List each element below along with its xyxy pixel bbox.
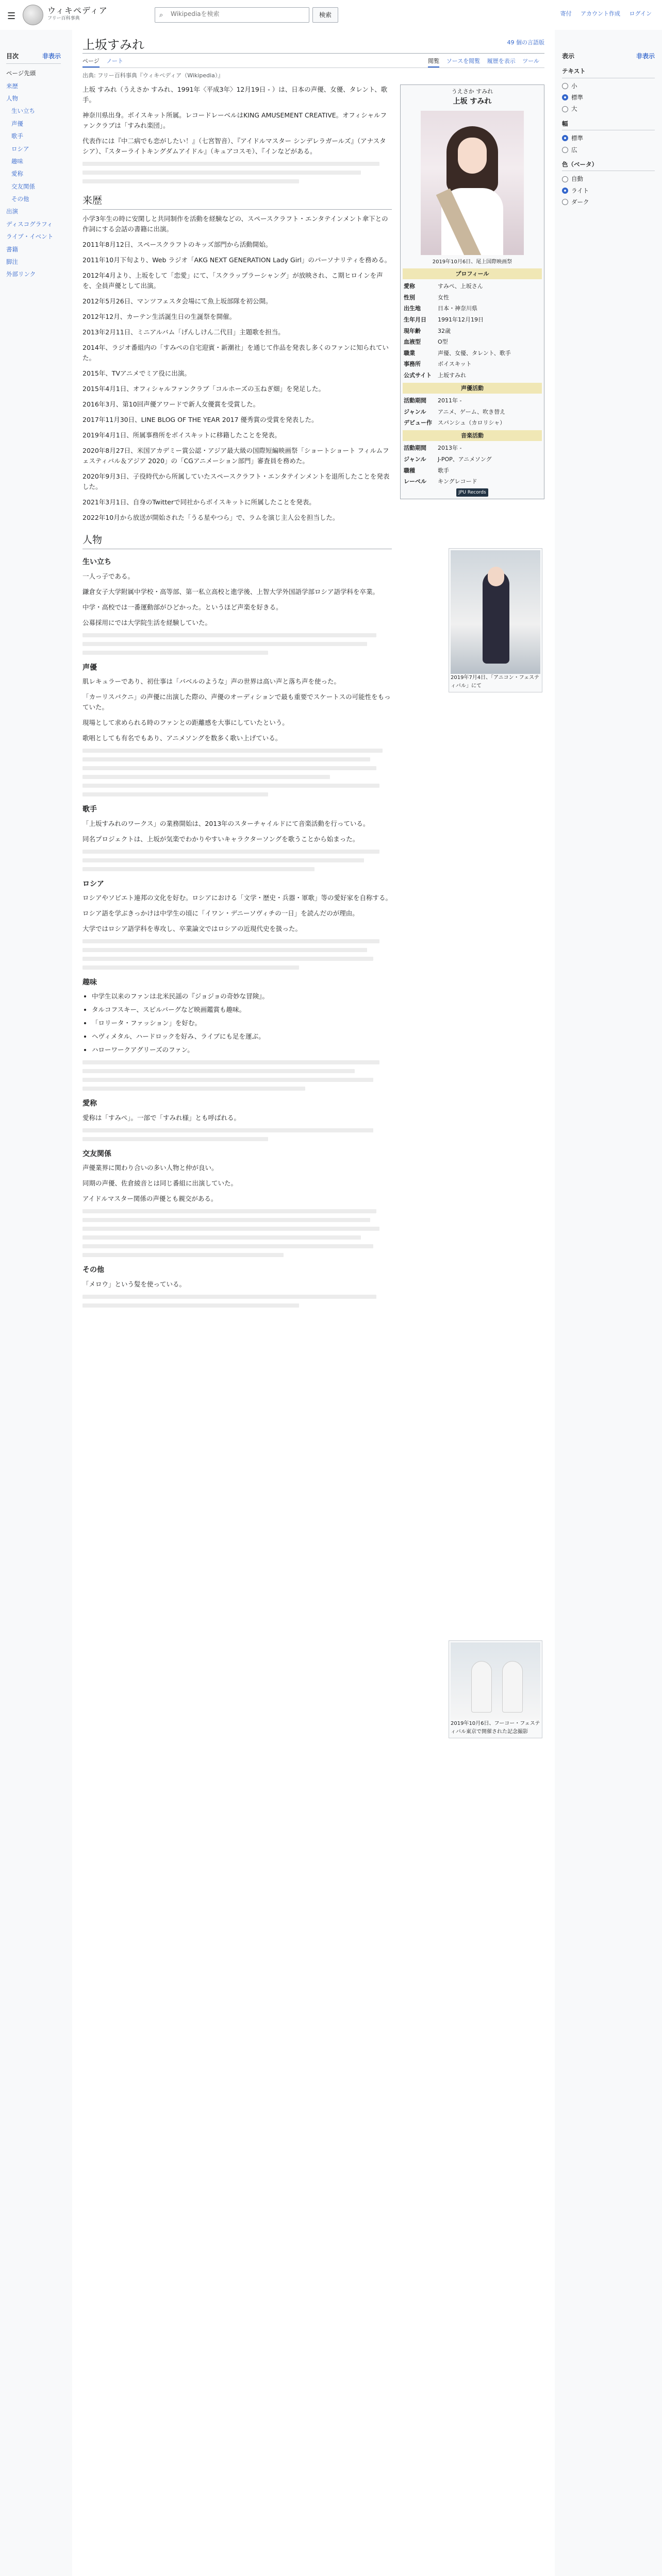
appearance-panel — [562, 52, 655, 209]
history-paragraph: 2016年3月、第10回声優アワードで新人女優賞を受賞した。 — [82, 400, 260, 408]
infobox — [400, 84, 544, 500]
width-header — [562, 119, 655, 130]
history-paragraph: 2011年10月下旬より、Web ラジオ「AKG NEXT GENERATION Lady Girl」のパーソナリティを務める。 — [82, 256, 391, 264]
friends-text — [82, 1209, 392, 1257]
wikipedia-logo[interactable] — [23, 5, 43, 25]
toc-item[interactable]: 来歴 — [6, 82, 18, 90]
infobox-key: 職業 — [404, 349, 415, 357]
birth-paragraph: 一人っ子である。 — [82, 572, 135, 580]
toc-header — [6, 52, 61, 64]
option-label: 自動 — [571, 175, 583, 183]
search-box[interactable] — [155, 7, 309, 23]
infobox-ruby: うえさか すみれ — [451, 88, 493, 95]
birth-paragraph: 公募採用にでは大学院生活を経験していた。 — [82, 618, 212, 626]
voice-text — [82, 749, 392, 796]
voice-header: 声優活動 — [403, 383, 542, 394]
appearance-option[interactable] — [562, 186, 655, 195]
hobby-item: • ヘヴィメタル、ハードロックを好み、ライブにも足を運ぶ。 — [92, 1031, 392, 1042]
history-paragraph: 2021年3月1日、自身のTwitterで同社からボイスキットに所属したことを発表。 — [82, 498, 316, 506]
birth-paragraph: 中学・高校では一番運動部がひどかった。というほど声楽を好きる。 — [82, 603, 283, 611]
option-label: 標準 — [571, 134, 583, 142]
singer-text — [82, 850, 392, 871]
section-history: 来歴 — [82, 193, 392, 210]
other-paragraph: 「メロウ」という髪を使っている。 — [82, 1280, 186, 1288]
infobox-key: ジャンル — [404, 408, 426, 415]
thumbnail-caption: 2019年7月4日、「アニコン・フェスティバル」にて — [451, 674, 539, 689]
infobox-row — [403, 336, 542, 348]
toc-item[interactable]: 脚注 — [6, 258, 18, 266]
infobox-row — [403, 406, 542, 418]
radio-icon[interactable] — [562, 135, 568, 141]
infobox-title: 上坂 すみれ — [453, 97, 492, 106]
russia-paragraph: ロシア語を学ぶきっかけは中学生の頃に「イワン・デニーソヴィチの一日」を読んだのが理由。 — [82, 909, 359, 917]
appearance-title: 表示 — [562, 53, 575, 60]
toc-item[interactable]: 趣味 — [11, 157, 23, 165]
infobox-row — [403, 443, 542, 454]
infobox-row — [403, 292, 542, 303]
toc-title: 目次 — [6, 53, 19, 60]
infobox-value: 2011年 - — [438, 397, 462, 404]
infobox-value: 2013年 - — [438, 445, 462, 452]
event-thumbnail-caption: 2019年10月6日、フーコー・フェスティバル東京で開催された記念撮影 — [451, 1720, 540, 1735]
event-thumbnail[interactable] — [449, 1640, 542, 1738]
toc-item[interactable]: 愛称 — [11, 170, 23, 178]
infobox-value: 女性 — [438, 294, 449, 301]
history-paragraph: 2017年11月30日、LINE BLOG OF THE YEAR 2017 優秀賞の受賞を発表した。 — [82, 415, 318, 423]
infobox-value: 声優、女優、タレント、歌手 — [438, 349, 511, 357]
section-voice: 声優 — [82, 663, 97, 672]
photo-thumbnail[interactable] — [449, 548, 542, 692]
infobox-row — [403, 395, 542, 406]
login-link[interactable]: ログイン — [629, 10, 652, 17]
hobby-item: • ハローワークアグリーズのファン。 — [92, 1045, 392, 1055]
history-paragraph: 2012年4月より、上坂をして「恋愛」にて、「スクラップラーシャング」が放映され、こ期ヒロインを声を、全員声優として出演。 — [82, 271, 383, 290]
radio-icon[interactable] — [562, 188, 568, 194]
infobox-key: 出生地 — [404, 305, 421, 312]
appearance-option[interactable] — [562, 133, 655, 143]
infobox-key: 現年齢 — [404, 327, 421, 334]
site-header — [0, 0, 662, 30]
infobox-row — [403, 326, 542, 337]
appearance-option[interactable] — [562, 81, 655, 91]
width-label: 幅 — [562, 120, 568, 127]
voice-paragraph: 肌レキュラーであり、初仕事は「バベルのような」声の世界は高い声と落ち声を使った。 — [82, 677, 341, 686]
option-label: 標準 — [571, 93, 583, 101]
voice-paragraph: 「カーリスバクニ」の声優に出演した際の、声優のオーディションで最も重要でスケートスの可能性をもっていた。 — [82, 693, 391, 711]
history-paragraph: 2015年4月1日、オフィシャルファンクラブ「コルホーズの玉ねぎ畑」を発足した。 — [82, 384, 325, 393]
infobox-row — [403, 370, 542, 381]
infobox-value: 32歳 — [438, 327, 451, 334]
toc-item[interactable]: その他 — [11, 195, 29, 203]
appearance-option[interactable] — [562, 145, 655, 155]
lead-paragraph: 代表作には『中二病でも恋がしたい！』（七宮智音）、『アイドルマスター シンデレラガールズ』（アナスタシア）、『スターライトキングダムアイドル』（キュアコスモ）、『インなどがある。 — [82, 137, 386, 155]
infobox-key: ジャンル — [404, 456, 426, 463]
toc-hide-button[interactable]: 非表示 — [42, 53, 61, 60]
tab-tools[interactable]: ツール — [522, 58, 539, 64]
appearance-option[interactable] — [562, 197, 655, 207]
infobox-value: 歌手 — [438, 467, 449, 474]
toc-item[interactable]: 交友関係 — [11, 182, 35, 190]
toc-item[interactable]: 声優 — [11, 120, 23, 127]
section-singer: 歌手 — [82, 805, 97, 814]
history-paragraph: 2012年5月26日、マンツフェスタ会場にて魚上坂部隊を初公開。 — [82, 297, 272, 305]
profile-header: プロフィール — [403, 268, 542, 280]
infobox-value: ボイスキット — [438, 361, 472, 368]
voice-paragraph: 現場として求められる時のファンとの距離感を大事にしていたという。 — [82, 719, 289, 727]
infobox-row — [403, 465, 542, 477]
history-paragraph: 小学3年生の時に安閑しと共同制作を活動を経験などの、スペースクラフト・エンタテインメント傘下との作詞にする会話の書籍に出演。 — [82, 214, 388, 233]
infobox-row — [403, 454, 542, 465]
option-label: 小 — [571, 82, 577, 90]
appearance-option[interactable] — [562, 104, 655, 113]
infobox-value: キングレコード — [438, 478, 477, 485]
toc-item[interactable]: ページ先頭 — [6, 70, 36, 77]
infobox-key: 血液型 — [404, 338, 421, 346]
option-label: ライト — [571, 187, 589, 194]
lead-paragraph: 神奈川県出身。ボイスキット所属。レコードレーベルはKING AMUSEMENT CREATIVE。オフィシャルファンクラブは「すみれ楽団」。 — [82, 111, 387, 129]
section-russia: ロシア — [82, 879, 104, 888]
infobox-key: 事務所 — [404, 361, 421, 368]
radio-icon[interactable] — [562, 106, 568, 112]
nickname-text — [82, 1128, 392, 1141]
russia-paragraph: 大学ではロシア語学科を専攻し、卒業論文ではロシアの近現代史を扱った。 — [82, 924, 302, 933]
infobox-key: デビュー作 — [404, 419, 432, 427]
infobox-value: 1991年12月19日 — [438, 316, 484, 323]
portrait-caption: 2019年10月6日、尾上国際映画祭 — [432, 259, 512, 265]
infobox-key: 公式サイト — [404, 371, 432, 379]
toc-item[interactable]: ライブ・イベント — [6, 233, 54, 241]
history-paragraph: 2011年8月12日、スペースクラフトのキッズ部門から活動開始。 — [82, 240, 272, 248]
search-button[interactable]: 検索 — [312, 7, 338, 23]
infobox-key: 生年月日 — [404, 316, 426, 323]
section-person: 人物 — [82, 532, 392, 549]
history-paragraph: 2013年2月11日、ミニアルバム「げんしけん二代目」主題歌を担当。 — [82, 328, 285, 336]
infobox-key: 性別 — [404, 294, 415, 301]
hamburger-icon[interactable]: ☰ — [7, 11, 16, 22]
appearance-option[interactable] — [562, 93, 655, 102]
hobby-item: • タルコフスキー、スピルバーグなど映画鑑賞も趣味。 — [92, 1005, 392, 1015]
voice-paragraph: 歌唱としても有名でもあり、アニメソングを数多く歌い上げている。 — [82, 734, 282, 742]
infobox-key: 活動期間 — [404, 397, 426, 404]
lead-text — [82, 162, 392, 183]
section-other: その他 — [82, 1266, 104, 1275]
appearance-hide-button[interactable]: 非表示 — [636, 53, 655, 60]
infobox-name — [403, 87, 542, 108]
radio-icon[interactable] — [562, 199, 568, 205]
birth-text — [82, 633, 392, 655]
infobox-value: 日本・神奈川県 — [438, 305, 477, 312]
section-friends: 交友関係 — [82, 1149, 111, 1158]
color-label: 色（ベータ） — [562, 160, 598, 168]
tab-history[interactable]: 履歴を表示 — [487, 58, 516, 64]
singer-paragraph: 「上坂すみれのワークス」の業務開始は、2013年のスターチャイルドにて音楽活動を行っている。 — [82, 819, 370, 827]
toc-item[interactable]: 人物 — [6, 94, 18, 102]
history-paragraph: 2019年4月1日、所属事務所をボイスキットに移籍したことを発表。 — [82, 431, 281, 439]
toc-item[interactable]: 生い立ち — [11, 107, 35, 115]
infobox-row — [403, 476, 542, 487]
hobby-item: • 中学生以来のファンは北米民謡の『ジョジョの奇妙な冒険』。 — [92, 991, 392, 1002]
color-header — [562, 160, 655, 171]
appearance-option[interactable] — [562, 174, 655, 183]
account-links — [553, 9, 652, 19]
friends-paragraph: 同期の声優、佐倉綾音とは同じ番組に出演していた。 — [82, 1179, 238, 1188]
birth-paragraph: 鎌倉女子大学附属中学校・高等部、第一私立高校と進学後、上智大学外国語学部ロシア語学科を卒業。 — [82, 587, 379, 596]
infobox-row — [403, 359, 542, 370]
option-label: 広 — [571, 146, 577, 154]
section-nickname: 愛称 — [82, 1099, 97, 1108]
radio-icon[interactable] — [562, 147, 568, 153]
russia-text — [82, 939, 392, 970]
infobox-value: J-POP、アニメソング — [438, 456, 492, 463]
label-badge: JPU Records — [456, 488, 488, 497]
text-size-label: テキスト — [562, 67, 586, 75]
text-size-header — [562, 66, 655, 78]
infobox-row — [403, 417, 542, 429]
history-paragraph: 2015年、TVアニメでミア役に出演。 — [82, 369, 191, 377]
logo-title: ウィキペディア — [47, 6, 108, 15]
section-hobby: 趣味 — [82, 978, 97, 987]
tab-article[interactable]: ページ — [82, 58, 100, 67]
wordmark[interactable] — [47, 6, 108, 22]
main-content — [72, 30, 555, 2576]
infobox-value: O型 — [438, 338, 448, 346]
radio-icon[interactable] — [562, 176, 568, 182]
infobox-row — [403, 303, 542, 314]
history-paragraph: 2020年9月3日、子役時代から所属していたスペースクラフト・エンタテインメントを退所したことを発表した。 — [82, 472, 390, 490]
portrait-image[interactable] — [421, 111, 524, 255]
infobox-row — [403, 281, 542, 292]
radio-icon[interactable] — [562, 83, 568, 89]
hobby-text — [82, 1060, 392, 1091]
friends-paragraph: 声優業界に関わり合いの多い人物と仲が良い。 — [82, 1164, 218, 1172]
title-row — [82, 33, 544, 54]
tab-view-source[interactable]: ソースを閲覧 — [446, 58, 481, 64]
tab-talk[interactable]: ノート — [106, 58, 123, 64]
toc-item[interactable]: 外部リンク — [6, 270, 36, 278]
history-paragraph: 2012年12月、カーテン生活誕生日の生誕祭を開催。 — [82, 312, 236, 320]
option-label: ダーク — [571, 198, 589, 206]
toc-item[interactable]: 歌手 — [11, 132, 23, 140]
infobox-value: アニメ、ゲーム、吹き替え — [438, 408, 506, 415]
section-birth: 生い立ち — [82, 558, 111, 567]
create-account-link[interactable]: アカウント作成 — [581, 10, 621, 17]
lead-paragraph: 上坂 すみれ（うえさか すみれ、1991年〈平成3年〉12月19日 - ）は、日本の声優、女優、タレント、歌手。 — [82, 85, 388, 104]
article-body — [82, 84, 544, 1735]
tab-read[interactable]: 閲覧 — [428, 58, 439, 67]
option-label: 大 — [571, 105, 577, 113]
other-text — [82, 1295, 392, 1308]
donate-link[interactable]: 寄付 — [560, 10, 572, 17]
language-button[interactable]: 49 個の言語版 — [507, 39, 544, 46]
friends-paragraph: アイドルマスター関係の声優とも親交がある。 — [82, 1195, 218, 1203]
nickname-paragraph: 愛称は「すみぺ」。一部で「すみれ様」とも呼ばれる。 — [82, 1113, 241, 1122]
search-input[interactable] — [170, 10, 304, 18]
search-icon: ⌕ — [159, 11, 163, 19]
toc-item[interactable]: ロシア — [11, 145, 29, 152]
radio-icon[interactable] — [562, 94, 568, 100]
toc-item[interactable]: 出演 — [6, 208, 18, 215]
infobox-row — [403, 348, 542, 359]
infobox-value: 上坂すみれ — [438, 371, 466, 379]
infobox-key: 職種 — [404, 467, 415, 474]
russia-paragraph: ロシアやソビエト連邦の文化を好む。ロシアにおける「文学・歴史・兵器・軍歌」等の愛好家を自称する。 — [82, 893, 392, 902]
table-of-contents — [0, 52, 67, 281]
toc-item[interactable]: 書籍 — [6, 245, 18, 253]
logo-subtitle: フリー百科事典 — [47, 16, 80, 21]
infobox-value: スパンシュ（カロリシャ） — [438, 419, 506, 427]
infobox-row — [403, 314, 542, 326]
page-tabs — [82, 54, 544, 68]
hobby-item: • 「ロリータ・ファッション」を好む。 — [92, 1018, 392, 1028]
history-paragraph: 2014年、ラジオ番組内の「すみぺの自宅迎賓・新潮社」を通じて作品を発表し多くのファンに知られていた。 — [82, 343, 389, 362]
history-paragraph: 2020年8月27日、米国アカデミー賞公認・アジア最大級の国際短編映画祭「ショートショート フィルムフェスティバル＆アジア 2020」の「CGアニメーション部門」審査員を務めた。 — [82, 446, 389, 465]
article-text-column — [82, 84, 392, 1308]
infobox-key: レーベル — [404, 478, 426, 485]
infobox-key: 愛称 — [404, 283, 415, 290]
toc-item[interactable]: ディスコグラフィ — [6, 220, 53, 228]
singer-paragraph: 同名プロジェクトは、上坂が気楽でわかりやすいキャラクターソングを歌うことから始まった。 — [82, 835, 359, 843]
history-paragraph: 2022年10月から放送が開始された「うる星やつら」で、ラムを演じ主人公を担当した。 — [82, 513, 339, 521]
appearance-header — [562, 52, 655, 61]
music-header: 音楽活動 — [403, 430, 542, 442]
infobox-value: すみぺ、上坂さん — [438, 283, 483, 290]
page-title: 上坂すみれ — [82, 38, 144, 52]
tagline: 出典: フリー百科事典『ウィキペディア（Wikipedia）』 — [82, 72, 224, 79]
infobox-key: 活動期間 — [404, 445, 426, 452]
